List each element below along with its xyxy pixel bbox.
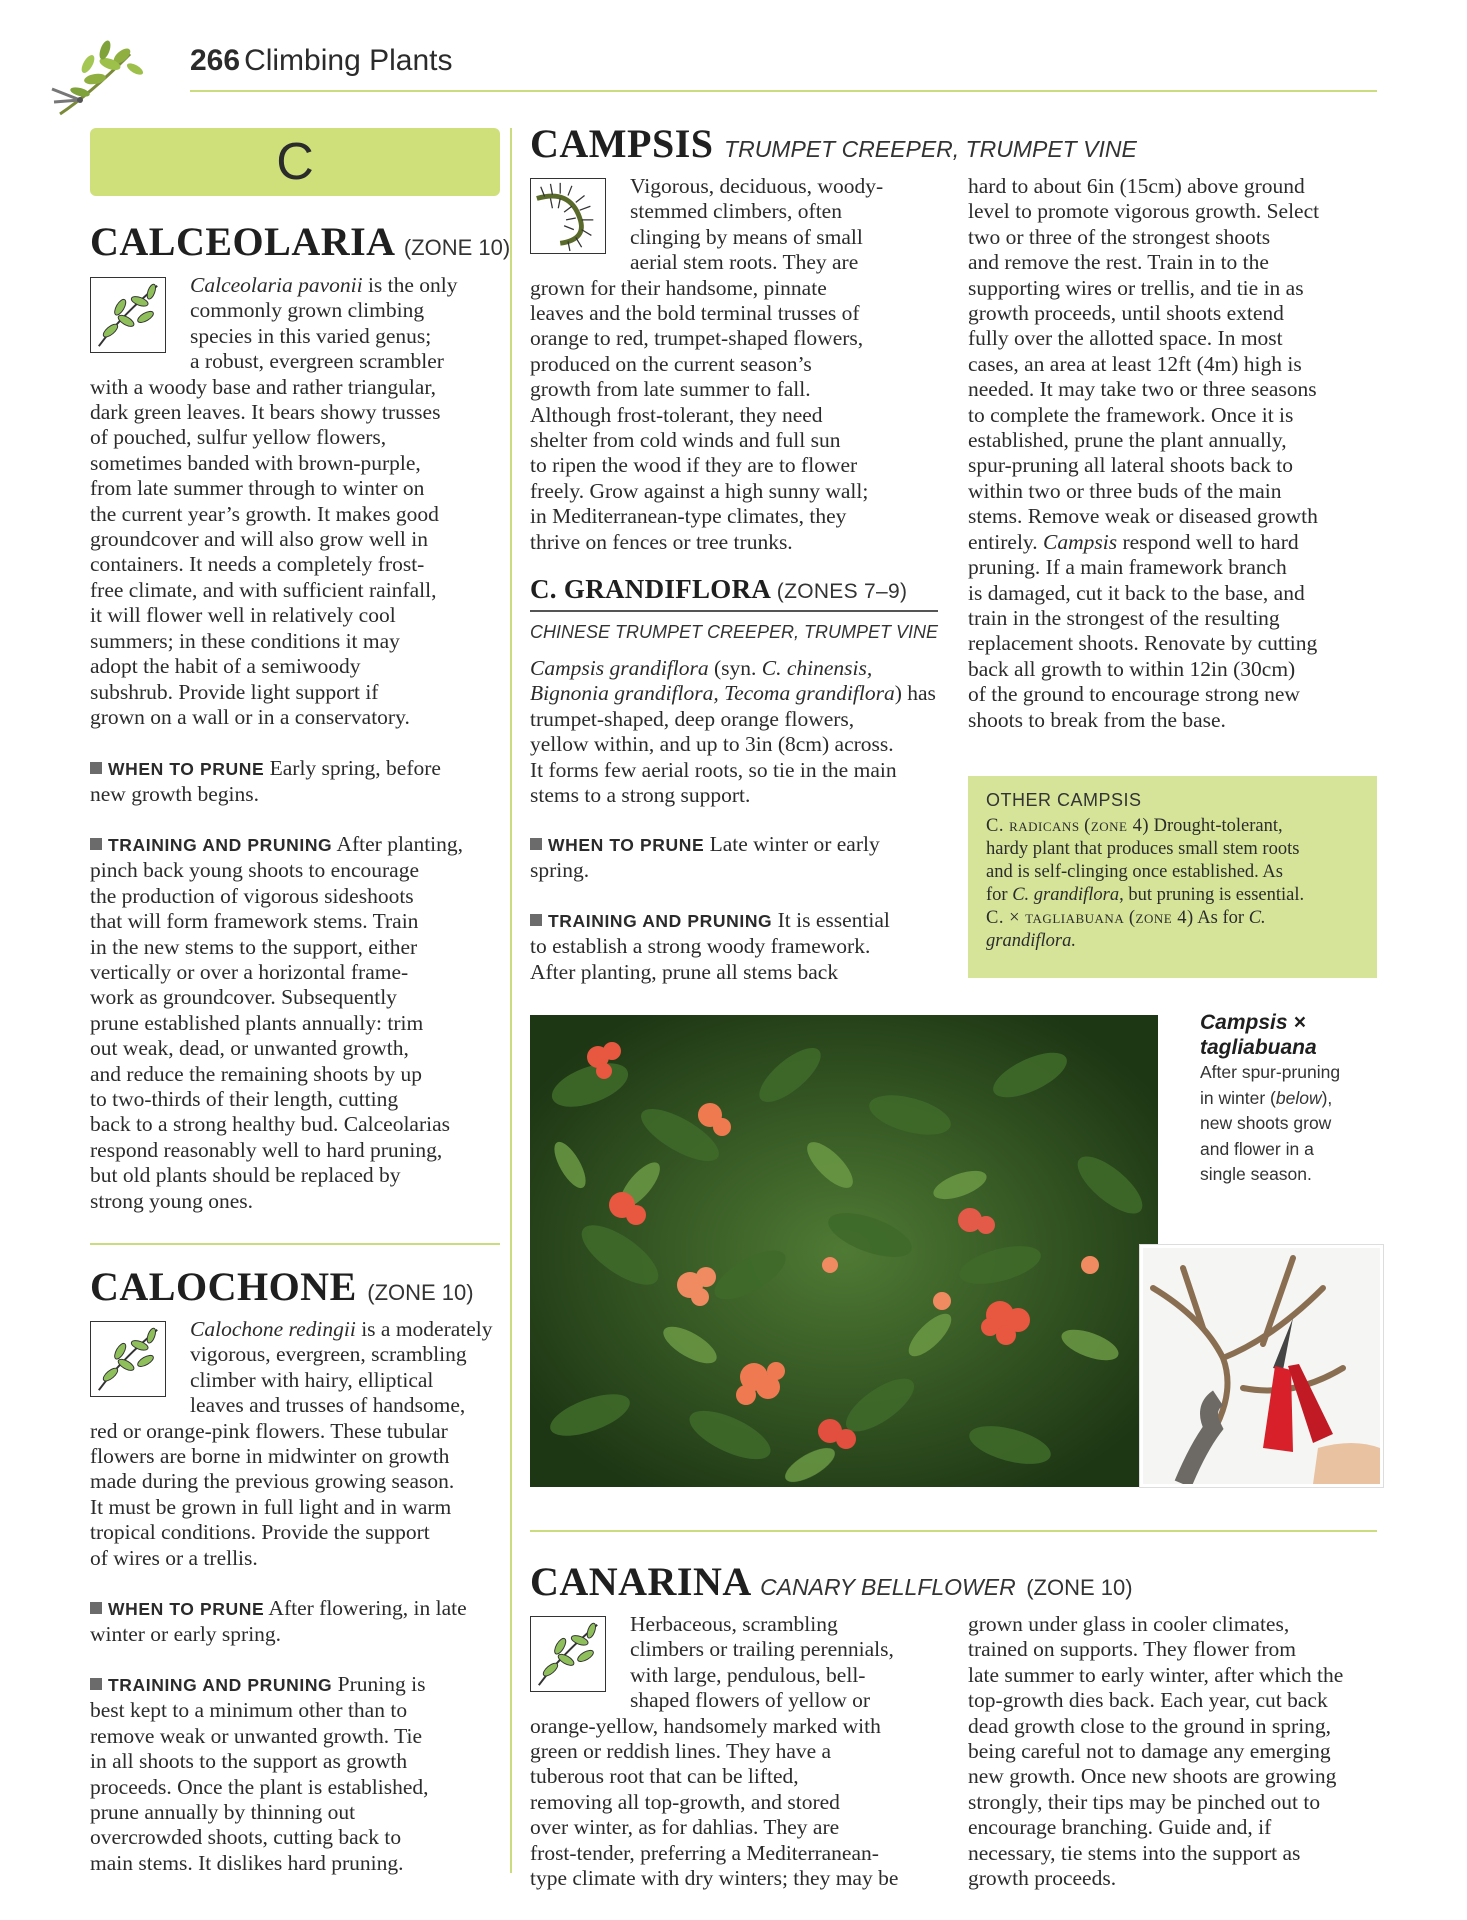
text-line: back to a strong healthy bud. Calceolarias: [90, 1112, 451, 1137]
campsis-foliage-illustration: [530, 1015, 1158, 1487]
text-line: entirely.: [968, 529, 1044, 554]
text-line: freely. Grow against a high sunny wall;: [530, 478, 869, 503]
text-line: and remove the rest. Train in to the: [968, 250, 1269, 275]
text-line: produced on the current season’s: [530, 351, 812, 376]
text-line: growth proceeds, until shoots extend: [968, 301, 1284, 326]
calochone-species: Calochone redingii: [190, 1317, 356, 1341]
text-line: leaves and trusses of handsome,: [190, 1393, 466, 1418]
text-line: aerial stem roots. They are: [630, 250, 859, 275]
grandiflora-title: C. GRANDIFLORA: [530, 574, 770, 604]
bullet-square: [90, 762, 102, 774]
plant-zone: (zone 4): [1128, 908, 1194, 928]
grandiflora-zone: (ZONES 7–9): [776, 580, 908, 603]
canarina-left-column: [530, 1612, 950, 1891]
text-italic: Bignonia grandiflora, Tecoma grandiflora: [530, 681, 895, 706]
grandiflora-training: [530, 908, 950, 985]
text-line: groundcover and will also grow well in: [90, 527, 428, 552]
lead-label: WHEN TO PRUNE: [108, 759, 265, 779]
text-line: leaves and the bold terminal trusses of: [530, 301, 860, 326]
caption-line: After spur-pruning: [1200, 1062, 1341, 1082]
text-line: free climate, and with sufficient rainfall,: [90, 577, 437, 602]
lead-label: TRAINING AND PRUNING: [548, 911, 773, 931]
bullet-square: [530, 838, 542, 850]
calceolaria-zone: (ZONE 10): [403, 235, 511, 260]
plant-zone: (zone 4): [1084, 816, 1150, 836]
text-line: grown under glass in cooler climates,: [968, 1612, 1290, 1636]
bullet-square: [90, 838, 102, 850]
text-line: established, prune the plant annually,: [968, 428, 1287, 453]
text-line: tropical conditions. Provide the support: [90, 1520, 430, 1545]
text-line: green or reddish lines. They have a: [530, 1739, 832, 1764]
running-head: [190, 44, 452, 78]
text-line: After planting,: [332, 832, 464, 856]
text-line: being careful not to damage any emerging: [968, 1739, 1331, 1764]
text-italic: Campsis: [1043, 529, 1118, 554]
caption-text: [1200, 1060, 1380, 1188]
photo-caption: [1200, 1010, 1380, 1188]
pruning-inset-photo: [1140, 1245, 1383, 1487]
text-line: ) has: [894, 681, 936, 706]
calochone-title: CALOCHONE: [90, 1264, 357, 1309]
section-letter: C: [90, 128, 500, 196]
text-line: thrive on fences or tree trunks.: [530, 529, 793, 554]
text-line: to two-thirds of their length, cutting: [90, 1087, 399, 1112]
text-line: It forms few aerial roots, so tie in the main: [530, 757, 897, 782]
text-line: for: [986, 885, 1013, 905]
subheading-rule: [530, 610, 938, 612]
text-line: and is self-clinging once established. As: [986, 862, 1283, 882]
text-line: trumpet-shaped, deep orange flowers,: [530, 706, 855, 731]
text-line: a robust, evergreen scrambler: [190, 349, 444, 374]
text-line: subshrub. Provide light support if: [90, 679, 379, 704]
caption-italic: below: [1275, 1087, 1322, 1108]
text-line: new growth begins.: [90, 782, 259, 807]
text-line: prune annually by thinning out: [90, 1800, 356, 1825]
text-line: summers; in these conditions it may: [90, 628, 400, 653]
text-line: best kept to a minimum other than to: [90, 1698, 408, 1723]
text-line: new growth. Once new shoots are growing: [968, 1764, 1337, 1789]
text-line: in Mediterranean-type climates, they: [530, 504, 847, 529]
grandiflora-common-name: CHINESE TRUMPET CREEPER, TRUMPET VINE: [530, 622, 939, 642]
header-rule: [190, 90, 1377, 92]
text-line: Late winter or early: [704, 832, 880, 856]
text-line: climber with hairy, elliptical: [190, 1367, 434, 1392]
text-line: to establish a strong woody framework.: [530, 934, 871, 959]
text-line: strong young ones.: [90, 1188, 254, 1213]
text-line: type climate with dry winters; they may be: [530, 1866, 899, 1891]
text-line: overcrowded shoots, cutting back to: [90, 1825, 402, 1850]
text-line: it will flower well in relatively cool: [90, 603, 396, 628]
text-line: , but pruning is essential.: [1119, 885, 1305, 905]
caption-line: in winter (: [1200, 1087, 1276, 1108]
caption-line: ),: [1321, 1087, 1333, 1108]
campsis-heading: [530, 122, 1137, 171]
section-rule: [90, 1243, 500, 1245]
plant-name: C. radicans: [986, 816, 1080, 836]
text-line: Herbaceous, scrambling: [630, 1612, 838, 1636]
bullet-square: [90, 1602, 102, 1614]
text-line: and reduce the remaining shoots by up: [90, 1061, 422, 1086]
grandiflora-heading: [530, 574, 907, 605]
lead-label: WHEN TO PRUNE: [548, 835, 705, 855]
chapter-title: Climbing Plants: [244, 44, 453, 77]
text-line: necessary, tie stems into the support as: [968, 1840, 1301, 1865]
section-rule: [530, 1530, 1377, 1532]
text-line: with large, pendulous, bell-: [630, 1662, 866, 1687]
canarina-common-name: CANARY BELLFLOWER: [760, 1574, 1016, 1600]
text-line: dead growth close to the ground in spring,: [968, 1713, 1332, 1738]
text-line: to ripen the wood if they are to flower: [530, 453, 858, 478]
text-line: main stems. It dislikes hard pruning.: [90, 1850, 404, 1875]
bullet-square: [90, 1678, 102, 1690]
text-line: clinging by means of small: [630, 224, 863, 249]
text-line: within two or three buds of the main: [968, 478, 1282, 503]
canarina-title: CANARINA: [530, 1559, 750, 1604]
text-italic: Campsis grandiflora: [530, 656, 709, 680]
text-line: level to promote vigorous growth. Select: [968, 199, 1320, 224]
text-line: stemmed climbers, often: [630, 199, 842, 224]
text-line: Pruning is: [332, 1672, 426, 1696]
caption-title-line: Campsis ×: [1200, 1011, 1306, 1034]
text-line: encourage branching. Guide and, if: [968, 1815, 1272, 1840]
text-line: is the only: [362, 273, 458, 297]
text-italic: grandiflora.: [986, 931, 1076, 951]
text-line: Although frost-tolerant, they need: [530, 402, 823, 427]
text-italic: C. grandiflora: [1012, 885, 1120, 905]
text-line: needed. It may take two or three seasons: [968, 377, 1317, 402]
calceolaria-species: Calceolaria pavonii: [190, 273, 363, 297]
text-line: grown on a wall or in a conservatory.: [90, 704, 410, 729]
text-line: cases, an area at least 12ft (4m) high is: [968, 351, 1302, 376]
grandiflora-when-to-prune: [530, 832, 950, 884]
text-line: that will form framework stems. Train: [90, 909, 419, 934]
text-line: is damaged, cut it back to the base, and: [968, 580, 1305, 605]
text-line: shaped flowers of yellow or: [630, 1688, 871, 1713]
text-line: tuberous root that can be lifted,: [530, 1764, 799, 1789]
bullet-square: [530, 914, 542, 926]
pruning-shears-illustration: [1143, 1248, 1380, 1484]
other-campsis-box: [968, 776, 1377, 978]
text-line: trained on supports. They flower from: [968, 1637, 1297, 1662]
text-line: frost-tender, preferring a Mediterranean-: [530, 1840, 879, 1865]
text-line: stems. Remove weak or diseased growth: [968, 504, 1318, 529]
other-campsis-heading: OTHER CAMPSIS: [986, 790, 1142, 810]
text-line: replacement shoots. Renovate by cutting: [968, 631, 1318, 656]
text-line: back all growth to within 12in (30cm): [968, 656, 1296, 681]
text-line: removing all top-growth, and stored: [530, 1789, 840, 1814]
text-line: fully over the allotted space. In most: [968, 326, 1283, 351]
caption-line: and flower in a: [1200, 1138, 1314, 1159]
text-line: strongly, their tips may be pinched out to: [968, 1789, 1321, 1814]
text-line: stems to a strong support.: [530, 783, 751, 808]
text-line: of pouched, sulfur yellow flowers,: [90, 425, 387, 450]
text-line: of the ground to encourage strong new: [968, 682, 1300, 707]
lead-label: WHEN TO PRUNE: [108, 1599, 265, 1619]
text-line: growth proceeds.: [968, 1866, 1117, 1891]
text-line: dark green leaves. It bears showy trusses: [90, 400, 441, 425]
campsis-right-column: [968, 174, 1388, 733]
text-line: top-growth dies back. Each year, cut back: [968, 1688, 1328, 1713]
caption-line: new shoots grow: [1200, 1113, 1332, 1133]
text-line: from late summer through to winter on: [90, 476, 425, 501]
text-line: respond reasonably well to hard pruning,: [90, 1137, 443, 1162]
text-line: Vigorous, deciduous, woody-: [630, 174, 884, 198]
text-line: in the new stems to the support, either: [90, 934, 418, 959]
text-line: After planting, prune all stems back: [530, 959, 839, 984]
text-line: the current year’s growth. It makes good: [90, 501, 439, 526]
text-line: late summer to early winter, after which the: [968, 1662, 1344, 1687]
text-line: growth from late summer to fall.: [530, 377, 811, 402]
lead-label: TRAINING AND PRUNING: [108, 835, 333, 855]
leafy-sprig-with-shears-icon: [50, 34, 150, 124]
calceolaria-heading: [90, 220, 510, 270]
text-line: winter or early spring.: [90, 1622, 282, 1647]
campsis-common-name: TRUMPET CREEPER, TRUMPET VINE: [724, 136, 1137, 162]
calceolaria-training: [90, 832, 510, 1214]
text-line: two or three of the strongest shoots: [968, 224, 1271, 249]
text-line: of wires or a trellis.: [90, 1545, 258, 1570]
text-line: (syn.: [708, 656, 762, 680]
header-logo: [50, 34, 150, 124]
text-line: respond well to hard: [1117, 529, 1299, 554]
canarina-right-column: [968, 1612, 1388, 1891]
caption-title-line: tagliabuana: [1200, 1036, 1317, 1059]
text-line: spring.: [530, 858, 590, 883]
campsis-intro: [530, 174, 950, 555]
text-line: shelter from cold winds and full sun: [530, 428, 841, 453]
text-line: orange-yellow, handsomely marked with: [530, 1713, 881, 1738]
text-line: Early spring, before: [264, 756, 441, 780]
canarina-zone: (ZONE 10): [1026, 1575, 1133, 1600]
text-line: vigorous, evergreen, scrambling: [190, 1342, 467, 1367]
text-line: adopt the habit of a semiwoody: [90, 654, 361, 679]
campsis-title: CAMPSIS: [530, 121, 714, 166]
calochone-training: [90, 1672, 510, 1876]
text-line: supporting wires or trellis, and tie in as: [968, 275, 1304, 300]
text-line: proceeds. Once the plant is established,: [90, 1774, 429, 1799]
text-line: pruning. If a main framework branch: [968, 555, 1287, 580]
caption-line: single season.: [1200, 1164, 1312, 1184]
text-line: red or orange-pink flowers. These tubular: [90, 1418, 448, 1443]
text-line: but old plants should be replaced by: [90, 1163, 401, 1188]
text-line: in all shoots to the support as growth: [90, 1749, 408, 1774]
canarina-heading: [530, 1560, 1133, 1610]
text-line: Drought-tolerant,: [1149, 816, 1283, 836]
calochone-heading: [90, 1265, 474, 1315]
calochone-intro: [90, 1317, 510, 1571]
text-line: vertically or over a horizontal frame-: [90, 960, 409, 985]
column-divider: [510, 128, 512, 1873]
text-line: work as groundcover. Subsequently: [90, 985, 397, 1010]
calceolaria-title: CALCEOLARIA: [90, 219, 394, 264]
text-line: the production of vigorous sideshoots: [90, 883, 414, 908]
text-line: made during the previous growing season.: [90, 1469, 455, 1494]
text-line: pinch back young shoots to encourage: [90, 858, 419, 883]
text-line: hard to about 6in (15cm) above ground: [968, 174, 1305, 198]
text-line: orange to red, trumpet-shaped flowers,: [530, 326, 864, 351]
text-line: yellow within, and up to 3in (8cm) across.: [530, 732, 894, 757]
grandiflora-text: [530, 656, 950, 808]
text-line: It must be grown in full light and in warm: [90, 1494, 452, 1519]
text-line: with a woody base and rather triangular,: [90, 374, 437, 399]
text-line: climbers or trailing perennials,: [630, 1637, 894, 1662]
plant-name: C. × tagliabuana: [986, 908, 1125, 928]
text-line: prune established plants annually: trim: [90, 1010, 424, 1035]
text-italic: C. chinensis,: [761, 656, 873, 680]
text-italic: C.: [1248, 908, 1266, 928]
text-line: grown for their handsome, pinnate: [530, 275, 827, 300]
text-line: It is essential: [772, 908, 890, 932]
text-line: shoots to break from the base.: [968, 707, 1226, 732]
text-line: As for: [1193, 908, 1249, 928]
campsis-photo: [530, 1015, 1158, 1487]
text-line: to complete the framework. Once it is: [968, 402, 1294, 427]
text-line: After flowering, in late: [264, 1596, 467, 1620]
text-line: train in the strongest of the resulting: [968, 605, 1280, 630]
text-line: remove weak or unwanted growth. Tie: [90, 1723, 422, 1748]
calochone-when-to-prune: [90, 1596, 510, 1648]
calochone-zone: (ZONE 10): [367, 1280, 474, 1305]
text-line: is a moderately: [355, 1317, 493, 1341]
page-number: 266: [190, 44, 241, 77]
text-line: commonly grown climbing: [190, 298, 425, 323]
text-line: flowers are borne in midwinter on growth: [90, 1444, 450, 1469]
calceolaria-intro: [90, 273, 510, 730]
text-line: containers. It needs a completely frost-: [90, 552, 425, 577]
text-line: hardy plant that produces small stem roots: [986, 839, 1300, 859]
lead-label: TRAINING AND PRUNING: [108, 1675, 333, 1695]
text-line: over winter, as for dahlias. They are: [530, 1815, 840, 1840]
text-line: spur-pruning all lateral shoots back to: [968, 453, 1293, 478]
text-line: out weak, dead, or unwanted growth,: [90, 1036, 409, 1061]
text-line: species in this varied genus;: [190, 323, 432, 348]
text-line: sometimes banded with brown-purple,: [90, 450, 421, 475]
calceolaria-when-to-prune: [90, 756, 510, 808]
other-campsis-text: [986, 815, 1359, 953]
